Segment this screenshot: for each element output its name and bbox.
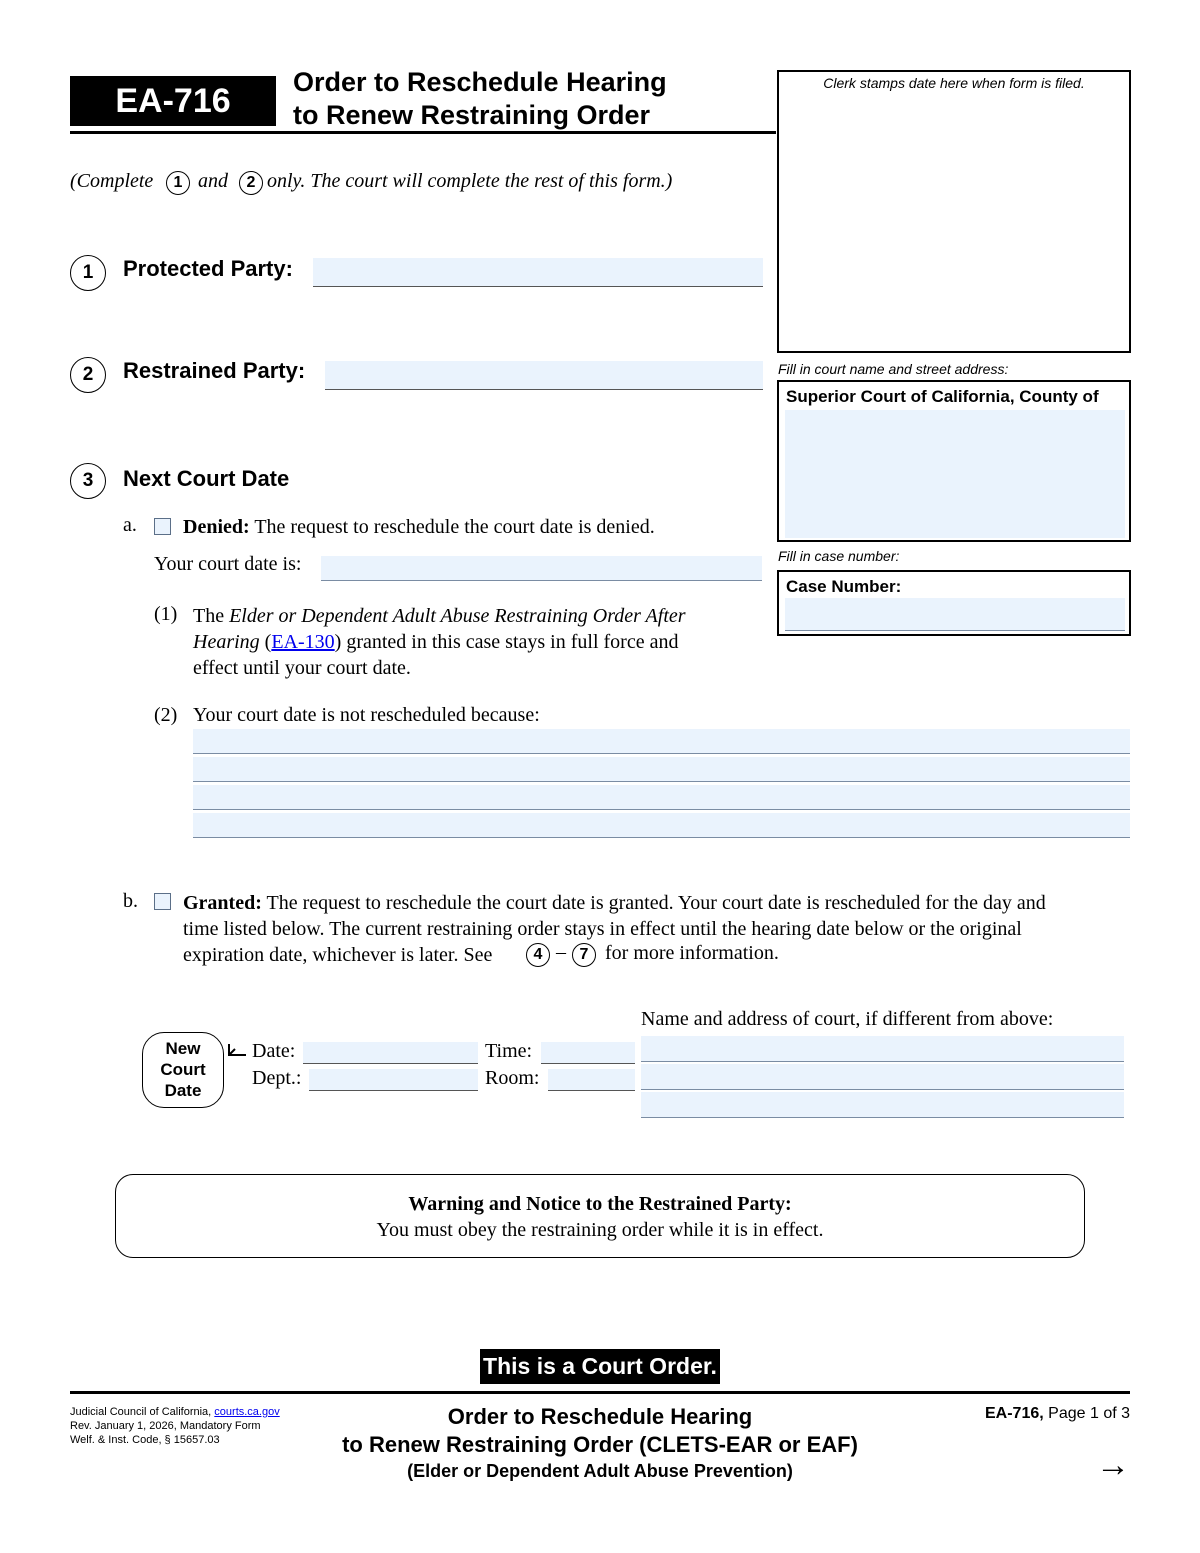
form-id-badge bbox=[70, 76, 276, 126]
warning-text: You must obey the restraining order while it is in effect. bbox=[376, 1219, 824, 1241]
reason-field-group bbox=[193, 729, 1130, 838]
instruction-mid: and bbox=[198, 170, 228, 192]
instruction-ref-2: 2 bbox=[239, 171, 263, 195]
time-field[interactable] bbox=[541, 1042, 635, 1064]
court-address-fields bbox=[641, 1036, 1124, 1118]
court-name-box bbox=[777, 380, 1131, 542]
denied-sub2-text: Your court date is not rescheduled because: bbox=[193, 704, 540, 726]
badge-line3: Date bbox=[164, 1081, 202, 1100]
denied-checkbox[interactable] bbox=[154, 518, 171, 535]
time-label: Time: bbox=[485, 1040, 533, 1062]
footer-left bbox=[70, 1405, 280, 1447]
new-court-date-badge bbox=[142, 1032, 224, 1108]
form-title-line1: Order to Reschedule Hearing bbox=[293, 67, 667, 97]
footer-title-line2: to Renew Restraining Order (CLETS-EAR or EAF) bbox=[342, 1432, 858, 1457]
item-3-number: 3 bbox=[70, 463, 106, 499]
ref-dash: – bbox=[556, 941, 566, 963]
reason-line[interactable] bbox=[193, 785, 1130, 810]
footer-council: Judicial Council of California, bbox=[70, 1406, 212, 1418]
case-number-field[interactable] bbox=[785, 598, 1125, 631]
sub1-paren: ( bbox=[264, 631, 272, 653]
header-rule bbox=[70, 131, 776, 134]
protected-party-label: Protected Party: bbox=[123, 256, 293, 281]
sub1-order-title: Elder or Dependent Adult Abuse Restraining Order After bbox=[229, 605, 686, 627]
denied-sub1-text bbox=[193, 603, 753, 681]
reason-line[interactable] bbox=[193, 813, 1130, 838]
badge-line2: Court bbox=[160, 1060, 206, 1079]
reason-line[interactable] bbox=[193, 729, 1130, 754]
sub1-pre: The bbox=[193, 605, 225, 627]
instruction-post: only. The court will complete the rest of this form.) bbox=[267, 170, 673, 192]
sub1-after-link: ) granted in this case stays in full force and bbox=[334, 631, 679, 653]
reason-line[interactable] bbox=[193, 757, 1130, 782]
form-title-line2: to Renew Restraining Order bbox=[293, 100, 651, 130]
item-ref-7: 7 bbox=[572, 943, 596, 967]
warning-box bbox=[115, 1174, 1085, 1258]
granted-line3-pre: expiration date, whichever is later. See bbox=[183, 944, 493, 966]
item-ref-4: 4 bbox=[526, 943, 550, 967]
footer-code: Welf. & Inst. Code, § 15657.03 bbox=[70, 1434, 220, 1446]
court-box-heading: Superior Court of California, County of bbox=[786, 387, 1099, 406]
badge-line1: New bbox=[165, 1039, 201, 1058]
sub1-line3: effect until your court date. bbox=[193, 657, 411, 679]
granted-checkbox[interactable] bbox=[154, 893, 171, 910]
court-date-label: Your court date is: bbox=[154, 553, 302, 575]
form-id: EA-716 bbox=[115, 81, 231, 120]
court-name-field[interactable] bbox=[785, 410, 1125, 538]
case-box-caption: Fill in case number: bbox=[778, 548, 900, 564]
denied-sub2-number: (2) bbox=[154, 704, 178, 726]
court-date-field[interactable] bbox=[321, 556, 762, 581]
denied-sub1-number: (1) bbox=[154, 603, 178, 625]
footer-title-line3: (Elder or Dependent Adult Abuse Prevention) bbox=[407, 1461, 793, 1481]
room-label: Room: bbox=[485, 1067, 540, 1089]
denied-letter: a. bbox=[123, 514, 137, 536]
footer-title-line1: Order to Reschedule Hearing bbox=[447, 1404, 753, 1429]
footer-rule bbox=[70, 1391, 1130, 1394]
protected-party-field[interactable] bbox=[313, 258, 763, 287]
denied-text: The request to reschedule the court date is denied. bbox=[254, 516, 655, 538]
room-field[interactable] bbox=[548, 1069, 635, 1091]
granted-line1: The request to reschedule the court date is granted. Your court date is rescheduled for the day and bbox=[266, 892, 1046, 914]
footer-form-id: EA-716, bbox=[985, 1405, 1044, 1422]
instruction-ref-1: 1 bbox=[166, 171, 190, 195]
denied-label: Denied: bbox=[183, 516, 250, 538]
footer-rev: Rev. January 1, 2026, Mandatory Form bbox=[70, 1420, 261, 1432]
denied-line bbox=[183, 516, 655, 539]
granted-label: Granted: bbox=[183, 892, 262, 914]
court-address-line[interactable] bbox=[641, 1064, 1124, 1090]
case-box-heading: Case Number: bbox=[786, 577, 902, 596]
court-box-caption: Fill in court name and street address: bbox=[778, 361, 1009, 377]
restrained-party-label: Restrained Party: bbox=[123, 358, 306, 383]
instruction-pre: (Complete bbox=[70, 170, 154, 192]
granted-line3-post: for more information. bbox=[605, 942, 779, 964]
court-order-banner: This is a Court Order. bbox=[480, 1349, 720, 1384]
footer-title bbox=[300, 1403, 900, 1483]
item-1-number: 1 bbox=[70, 255, 106, 291]
next-court-date-heading: Next Court Date bbox=[123, 466, 290, 491]
footer-page: Page 1 of 3 bbox=[1048, 1405, 1130, 1422]
clerk-stamp-label: Clerk stamps date here when form is filed. bbox=[823, 75, 1085, 91]
court-address-line[interactable] bbox=[641, 1036, 1124, 1062]
courts-website-link[interactable]: courts.ca.gov bbox=[214, 1406, 280, 1418]
warning-title: Warning and Notice to the Restrained Party: bbox=[408, 1193, 792, 1215]
next-page-arrow-icon[interactable]: → bbox=[1096, 1446, 1130, 1484]
granted-letter: b. bbox=[123, 890, 138, 912]
sub1-order-title-cont: Hearing bbox=[193, 631, 260, 653]
case-number-box bbox=[777, 570, 1131, 636]
form-title bbox=[293, 66, 667, 132]
date-label: Date: bbox=[252, 1040, 296, 1062]
court-address-label: Name and address of court, if different from above: bbox=[641, 1008, 1054, 1030]
ea-130-link[interactable]: EA-130 bbox=[271, 631, 335, 653]
granted-line2: time listed below. The current restraining order stays in effect until the hearing date below or the original bbox=[183, 918, 1022, 940]
dept-field[interactable] bbox=[309, 1069, 478, 1091]
pointer-arrow-icon bbox=[226, 1042, 248, 1060]
date-field[interactable] bbox=[303, 1042, 478, 1064]
clerk-stamp-box bbox=[777, 70, 1131, 353]
court-address-line[interactable] bbox=[641, 1092, 1124, 1118]
item-2-number: 2 bbox=[70, 357, 106, 393]
restrained-party-field[interactable] bbox=[325, 361, 763, 390]
instruction-line bbox=[70, 170, 153, 193]
footer-right bbox=[985, 1405, 1130, 1423]
dept-label: Dept.: bbox=[252, 1067, 302, 1089]
